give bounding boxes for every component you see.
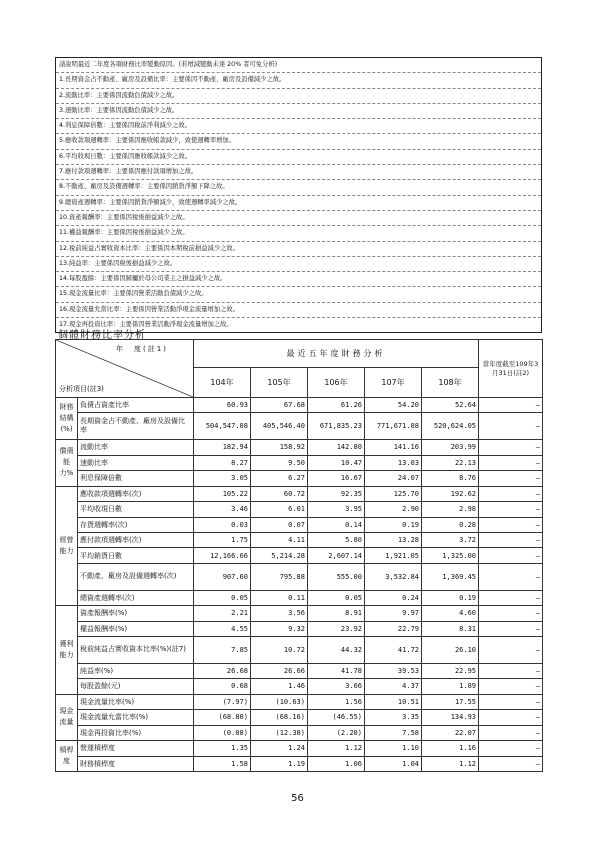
note-line: 7.應付款項週轉率：主要係因應付款項增加之故。 bbox=[56, 165, 541, 180]
ratio-value: 4.55 bbox=[194, 621, 251, 636]
ratio-value: 1.04 bbox=[365, 756, 422, 772]
ratio-value: 2.98 bbox=[422, 502, 479, 517]
current-period-value: – bbox=[479, 413, 543, 440]
table-row bbox=[56, 532, 543, 547]
table-row bbox=[56, 455, 543, 470]
table-row bbox=[56, 440, 543, 455]
ratio-value: 13.03 bbox=[365, 455, 422, 470]
ratio-value: 54.20 bbox=[365, 398, 422, 413]
ratio-value: 3.66 bbox=[308, 679, 365, 694]
item-label: 資產報酬率(%) bbox=[78, 606, 194, 621]
ratio-value: (2.20) bbox=[308, 725, 365, 740]
ratio-value: 1.56 bbox=[308, 694, 365, 709]
ratio-value: 12,166.66 bbox=[194, 548, 251, 563]
table-row bbox=[56, 606, 543, 621]
item-label: 存貨週轉率(次) bbox=[78, 517, 194, 532]
ratio-value: 26.68 bbox=[194, 663, 251, 678]
table-row bbox=[56, 563, 543, 590]
current-period-header: 當年度截至109年3月31日(註2) bbox=[479, 340, 543, 398]
ratio-value: 1.19 bbox=[251, 756, 308, 772]
ratio-value: 192.62 bbox=[422, 486, 479, 501]
note-line: 3.速動比率：主要係因流動負債減少之故。 bbox=[56, 104, 541, 119]
note-line: 4.利息保障倍數：主要係因稅前淨利減少之故。 bbox=[56, 119, 541, 134]
current-period-value: – bbox=[479, 517, 543, 532]
current-period-value: – bbox=[479, 725, 543, 740]
table-row bbox=[56, 413, 543, 440]
ratio-value: (7.97) bbox=[194, 694, 251, 709]
item-label: 現金流量允當比率(%) bbox=[78, 710, 194, 725]
ratio-value: 10.51 bbox=[365, 694, 422, 709]
current-period-value: – bbox=[479, 471, 543, 486]
item-header-label: 分析項目(註3) bbox=[59, 385, 104, 393]
ratio-value: 3,532.84 bbox=[365, 563, 422, 590]
item-label: 總資產週轉率(次) bbox=[78, 590, 194, 605]
ratio-value: 671,835.23 bbox=[308, 413, 365, 440]
ratio-value: 67.68 bbox=[251, 398, 308, 413]
table-row bbox=[56, 486, 543, 501]
ratio-value: 6.27 bbox=[251, 471, 308, 486]
item-label: 利息保障倍數 bbox=[78, 471, 194, 486]
category-cell: 獲利能力 bbox=[56, 606, 78, 695]
item-label: 純益率(%) bbox=[78, 663, 194, 678]
current-period-value: – bbox=[479, 637, 543, 664]
ratio-value: 17.55 bbox=[422, 694, 479, 709]
table-row bbox=[56, 710, 543, 725]
note-line: 8.不動產、廠房及設備週轉率：主要係因銷貨淨額下降之故。 bbox=[56, 180, 541, 195]
current-period-value: – bbox=[479, 621, 543, 636]
note-line: 17.現金再投資比率：主要係因營業活動淨現金流量增加之故。 bbox=[59, 321, 233, 329]
note-line: 6.平均收現日數：主要係因應收帳款減少之故。 bbox=[56, 150, 541, 165]
ratio-value: 23.92 bbox=[308, 621, 365, 636]
note-line: 5.應收款項週轉率：主要係因應收帳款減少，致使週轉率增加。 bbox=[56, 134, 541, 149]
table-row bbox=[56, 590, 543, 605]
item-label: 權益報酬率(%) bbox=[78, 621, 194, 636]
ratio-value: 8.91 bbox=[308, 606, 365, 621]
ratio-value: 7.85 bbox=[194, 637, 251, 664]
current-period-value: – bbox=[479, 756, 543, 772]
table-row bbox=[56, 517, 543, 532]
ratio-value: 4.60 bbox=[422, 606, 479, 621]
ratio-value: 4.11 bbox=[251, 532, 308, 547]
category-cell: 槓桿度 bbox=[56, 741, 78, 772]
ratio-value: 39.53 bbox=[365, 663, 422, 678]
item-label: 應付款項週轉率(次) bbox=[78, 532, 194, 547]
note-line: 1.長期資金占不動產、廠房及設備比率：主要係因不動產、廠房及設備減少之故。 bbox=[56, 73, 541, 88]
table-row bbox=[56, 471, 543, 486]
note-line: 11.權益報酬率：主要係因稅後損益減少之故。 bbox=[56, 226, 541, 241]
ratio-value: 795.88 bbox=[251, 563, 308, 590]
ratio-value: 10.47 bbox=[308, 455, 365, 470]
note-line: 14.每股盈餘：主要係因歸屬於母公司業主之損益減少之故。 bbox=[56, 272, 541, 287]
year-header: 106年 bbox=[308, 368, 365, 398]
ratio-value: (46.55) bbox=[308, 710, 365, 725]
ratio-value: 203.99 bbox=[422, 440, 479, 455]
ratio-value: 1,325.00 bbox=[422, 548, 479, 563]
ratio-value: 1.75 bbox=[194, 532, 251, 547]
table-row bbox=[56, 621, 543, 636]
table-row bbox=[56, 663, 543, 678]
ratio-value: 10.72 bbox=[251, 637, 308, 664]
ratio-value: 405,546.40 bbox=[251, 413, 308, 440]
ratio-value: 9.50 bbox=[251, 455, 308, 470]
ratio-value: 24.07 bbox=[365, 471, 422, 486]
ratio-value: 158.92 bbox=[251, 440, 308, 455]
table-row bbox=[56, 398, 543, 413]
current-period-value: – bbox=[479, 398, 543, 413]
ratio-value: 3.95 bbox=[308, 502, 365, 517]
ratio-value: 555.00 bbox=[308, 563, 365, 590]
table-corner-header bbox=[56, 340, 194, 398]
table-row bbox=[56, 637, 543, 664]
ratio-value: 3.56 bbox=[251, 606, 308, 621]
item-label: 長期資金占不動產、廠房及設備比率 bbox=[78, 413, 194, 440]
current-period-value: – bbox=[479, 563, 543, 590]
financial-ratio-table bbox=[55, 339, 543, 772]
ratio-value: 41.78 bbox=[308, 663, 365, 678]
current-period-value: – bbox=[479, 455, 543, 470]
ratio-value: 0.03 bbox=[194, 517, 251, 532]
note-line: 請說明最近二年度各項財務比率變動原因。(若增減變動未達 20% 者可免分析) bbox=[56, 58, 541, 73]
ratio-value: 41.72 bbox=[365, 637, 422, 664]
ratio-value: 44.32 bbox=[308, 637, 365, 664]
note-line: 15.現金流量比率：主要係因營業活動負債減少之故。 bbox=[56, 287, 541, 302]
page-number: 56 bbox=[291, 793, 304, 804]
ratio-value: 907.60 bbox=[194, 563, 251, 590]
ratio-value: 0.05 bbox=[194, 590, 251, 605]
ratio-value: 1,369.45 bbox=[422, 563, 479, 590]
current-period-value: – bbox=[479, 486, 543, 501]
category-cell: 經營能力 bbox=[56, 486, 78, 606]
table-row bbox=[56, 756, 543, 772]
ratio-change-notes bbox=[55, 57, 542, 333]
note-line: 13.純益率：主要係因稅後損益減少之故。 bbox=[56, 257, 541, 272]
ratio-value: 6.01 bbox=[251, 502, 308, 517]
ratio-value: 0.19 bbox=[422, 590, 479, 605]
current-period-value: – bbox=[479, 710, 543, 725]
ratio-value: 1.10 bbox=[365, 741, 422, 756]
item-label: 負債占資產比率 bbox=[78, 398, 194, 413]
current-period-value: – bbox=[479, 440, 543, 455]
item-label: 每股盈餘(元) bbox=[78, 679, 194, 694]
ratio-value: 105.22 bbox=[194, 486, 251, 501]
ratio-value: 0.24 bbox=[365, 590, 422, 605]
ratio-value: 0.07 bbox=[251, 517, 308, 532]
ratio-value: 0.11 bbox=[251, 590, 308, 605]
ratio-value: 26.66 bbox=[251, 663, 308, 678]
ratio-value: 1.89 bbox=[422, 679, 479, 694]
ratio-value: 3.46 bbox=[194, 502, 251, 517]
ratio-value: 0.14 bbox=[308, 517, 365, 532]
item-label: 稅前純益占實收資本比率(%)(註7) bbox=[78, 637, 194, 664]
ratio-value: (12.38) bbox=[251, 725, 308, 740]
item-label: 現金再投資比率(%) bbox=[78, 725, 194, 740]
ratio-value: 92.35 bbox=[308, 486, 365, 501]
ratio-value: 182.94 bbox=[194, 440, 251, 455]
year-header: 108年 bbox=[422, 368, 479, 398]
table-row bbox=[56, 679, 543, 694]
section-title: 個體財務比率分析 bbox=[58, 330, 146, 341]
ratio-value: 9.97 bbox=[365, 606, 422, 621]
item-label: 速動比率 bbox=[78, 455, 194, 470]
category-cell: 現金流量 bbox=[56, 694, 78, 740]
ratio-value: 60.93 bbox=[194, 398, 251, 413]
five-year-header: 最近五年度財務分析 bbox=[194, 340, 479, 368]
item-label: 財務槓桿度 bbox=[78, 756, 194, 772]
ratio-value: 134.93 bbox=[422, 710, 479, 725]
current-period-value: – bbox=[479, 679, 543, 694]
ratio-value: 52.64 bbox=[422, 398, 479, 413]
ratio-value: 1.35 bbox=[194, 741, 251, 756]
item-label: 平均收現日數 bbox=[78, 502, 194, 517]
ratio-value: 1.06 bbox=[308, 756, 365, 772]
current-period-value: – bbox=[479, 532, 543, 547]
ratio-value: 504,547.08 bbox=[194, 413, 251, 440]
item-label: 不動產、廠房及設備週轉率(次) bbox=[78, 563, 194, 590]
note-line: 10.資產報酬率：主要係因稅後損益減少之故。 bbox=[56, 211, 541, 226]
ratio-value: 2,607.14 bbox=[308, 548, 365, 563]
note-line: 16.現金流量允當比率：主要係因營業活動淨現金流量增加之故。 bbox=[56, 303, 541, 318]
ratio-value: 5,214.28 bbox=[251, 548, 308, 563]
current-period-value: – bbox=[479, 694, 543, 709]
current-period-value: – bbox=[479, 606, 543, 621]
ratio-value: 7.58 bbox=[365, 725, 422, 740]
ratio-value: 2.90 bbox=[365, 502, 422, 517]
item-label: 營運槓桿度 bbox=[78, 741, 194, 756]
table-row bbox=[56, 548, 543, 563]
category-cell: 財務結構(%) bbox=[56, 398, 78, 440]
item-label: 流動比率 bbox=[78, 440, 194, 455]
ratio-value: 22.13 bbox=[422, 455, 479, 470]
ratio-value: 8.31 bbox=[422, 621, 479, 636]
category-cell: 償債能力% bbox=[56, 440, 78, 486]
ratio-value: (68.16) bbox=[251, 710, 308, 725]
current-period-value: – bbox=[479, 548, 543, 563]
year-header: 104年 bbox=[194, 368, 251, 398]
ratio-value: 771,671.08 bbox=[365, 413, 422, 440]
table-row bbox=[56, 725, 543, 740]
ratio-value: 0.28 bbox=[422, 517, 479, 532]
year-header: 105年 bbox=[251, 368, 308, 398]
table-row bbox=[56, 694, 543, 709]
ratio-value: 0.68 bbox=[194, 679, 251, 694]
ratio-value: (0.08) bbox=[194, 725, 251, 740]
ratio-value: 13.28 bbox=[365, 532, 422, 547]
ratio-value: 22.95 bbox=[422, 663, 479, 678]
ratio-value: 4.37 bbox=[365, 679, 422, 694]
item-label: 平均銷貨日數 bbox=[78, 548, 194, 563]
table-row bbox=[56, 502, 543, 517]
ratio-value: 1.24 bbox=[251, 741, 308, 756]
ratio-value: (68.80) bbox=[194, 710, 251, 725]
ratio-value: 60.72 bbox=[251, 486, 308, 501]
ratio-value: 125.70 bbox=[365, 486, 422, 501]
note-line: 12.稅前純益占實收資本比率：主要係因本期稅前損益減少之故。 bbox=[56, 242, 541, 257]
ratio-value: 1.46 bbox=[251, 679, 308, 694]
ratio-value: 8.27 bbox=[194, 455, 251, 470]
ratio-value: 61.26 bbox=[308, 398, 365, 413]
item-label: 應收款項週轉率(次) bbox=[78, 486, 194, 501]
ratio-value: 3.35 bbox=[365, 710, 422, 725]
ratio-value: 3.05 bbox=[194, 471, 251, 486]
year-header: 107年 bbox=[365, 368, 422, 398]
ratio-value: 3.72 bbox=[422, 532, 479, 547]
current-period-value: – bbox=[479, 502, 543, 517]
current-period-value: – bbox=[479, 590, 543, 605]
ratio-value: 0.05 bbox=[308, 590, 365, 605]
ratio-value: 22.07 bbox=[422, 725, 479, 740]
ratio-value: 1.16 bbox=[422, 741, 479, 756]
ratio-value: 8.76 bbox=[422, 471, 479, 486]
current-period-value: – bbox=[479, 741, 543, 756]
ratio-value: 16.67 bbox=[308, 471, 365, 486]
year-header-label: 年 度(註1) bbox=[116, 345, 168, 353]
current-period-value: – bbox=[479, 663, 543, 678]
ratio-value: 26.10 bbox=[422, 637, 479, 664]
table-row bbox=[56, 741, 543, 756]
ratio-value: 9.32 bbox=[251, 621, 308, 636]
note-line: 9.總資產週轉率：主要係因銷貨淨額減少，致使週轉率減少之故。 bbox=[56, 196, 541, 211]
ratio-value: 1.58 bbox=[194, 756, 251, 772]
ratio-value: 141.16 bbox=[365, 440, 422, 455]
ratio-value: (10.63) bbox=[251, 694, 308, 709]
ratio-value: 1,921.05 bbox=[365, 548, 422, 563]
ratio-value: 520,624.05 bbox=[422, 413, 479, 440]
ratio-value: 2.21 bbox=[194, 606, 251, 621]
ratio-value: 1.12 bbox=[308, 741, 365, 756]
ratio-value: 0.19 bbox=[365, 517, 422, 532]
ratio-value: 5.80 bbox=[308, 532, 365, 547]
ratio-value: 1.12 bbox=[422, 756, 479, 772]
item-label: 現金流量比率(%) bbox=[78, 694, 194, 709]
note-line: 2.流動比率：主要係因流動負債減少之故。 bbox=[56, 89, 541, 104]
ratio-value: 142.80 bbox=[308, 440, 365, 455]
ratio-value: 22.79 bbox=[365, 621, 422, 636]
